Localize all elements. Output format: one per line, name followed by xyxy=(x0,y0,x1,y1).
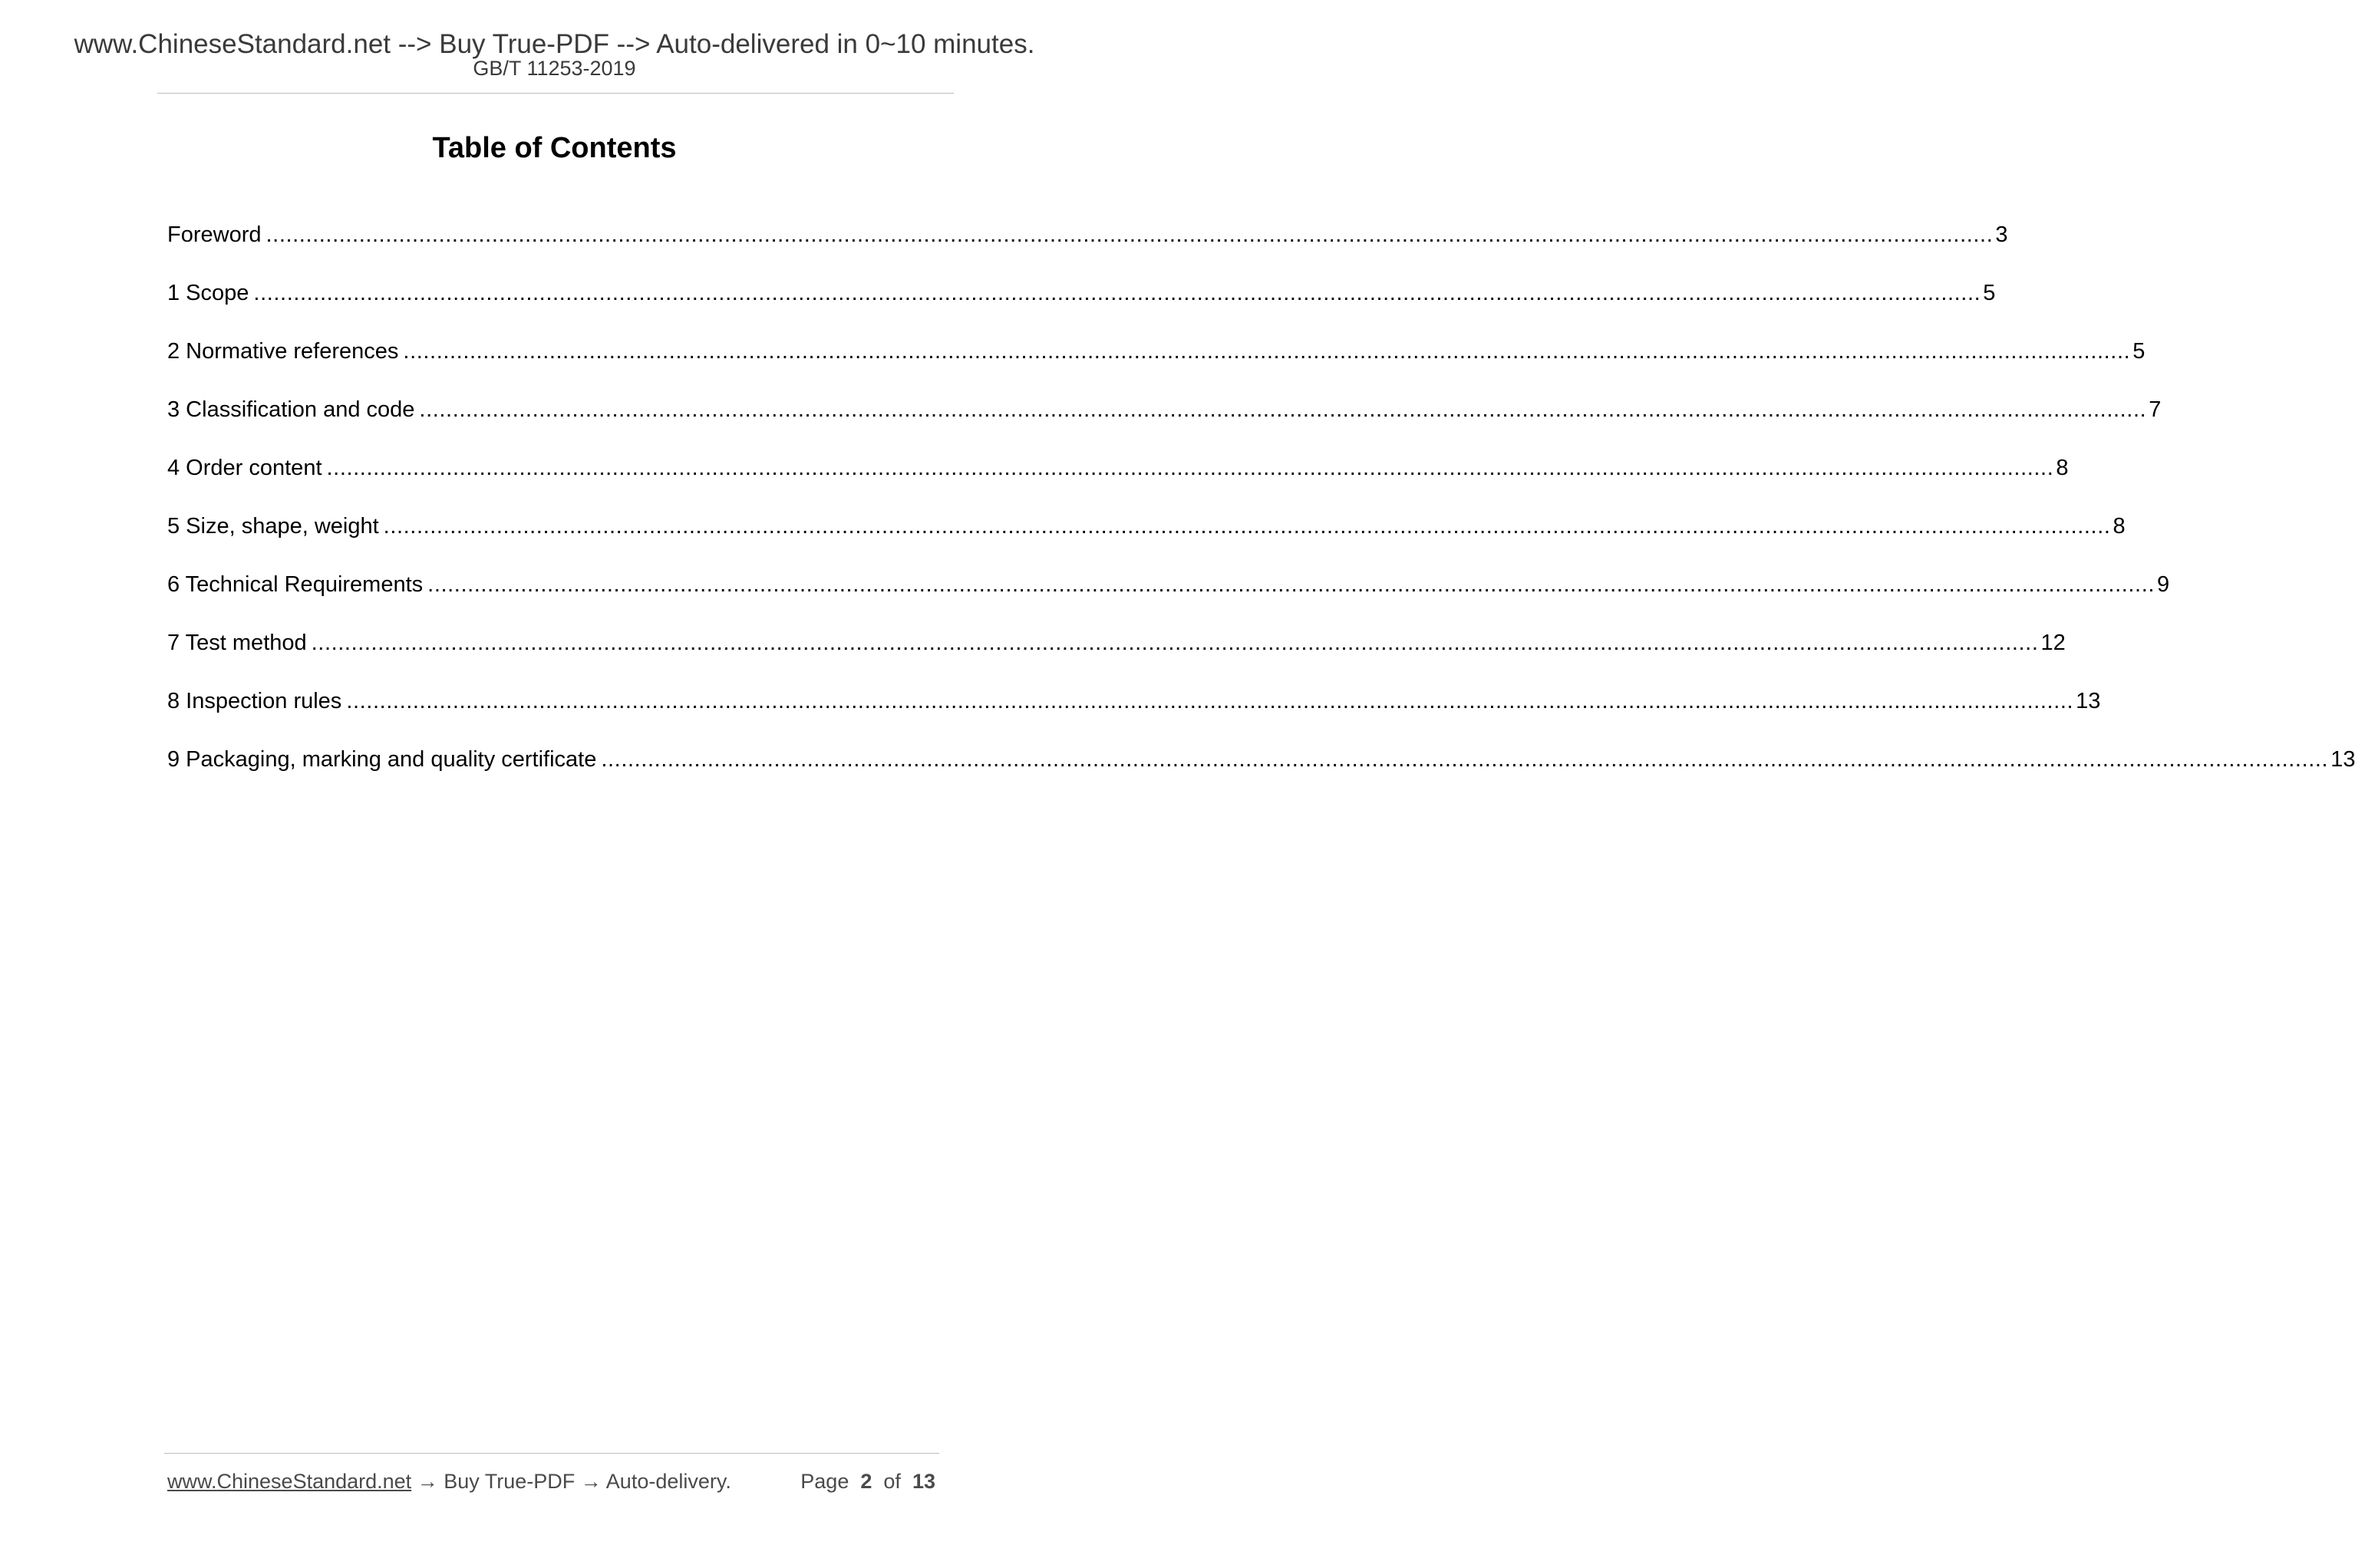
page-label: Page xyxy=(800,1470,849,1493)
footer-site-link[interactable]: www.ChineseStandard.net xyxy=(167,1470,412,1493)
toc-entry-page: 5 xyxy=(1983,281,1996,305)
toc-entry-normative-references[interactable] xyxy=(167,338,2146,396)
page-indicator xyxy=(800,1468,935,1495)
toc-entry-label: 2 Normative references xyxy=(167,339,399,364)
footer-divider xyxy=(164,1453,939,1454)
toc-entry-page: 13 xyxy=(2076,689,2101,713)
toc-dot-leader: .................................................................................................................................................................................................................................................................... xyxy=(383,514,2111,539)
toc-dot-leader: .................................................................................................................................................................................................................................................................... xyxy=(326,456,2054,480)
toc-entry-page: 8 xyxy=(2056,456,2069,480)
toc-entry-test-method[interactable] xyxy=(167,629,2066,687)
toc-dot-leader: .................................................................................................................................................................................................................................................................... xyxy=(311,631,2039,655)
toc-title: Table of Contents xyxy=(432,132,677,164)
toc-entry-label: Foreword xyxy=(167,222,262,247)
toc-entry-page: 9 xyxy=(2157,572,2170,597)
toc-entry-page: 7 xyxy=(2149,397,2162,422)
total-pages-number: 13 xyxy=(912,1470,935,1493)
toc-entry-label: 1 Scope xyxy=(167,281,249,305)
toc-entry-page: 8 xyxy=(2113,514,2126,539)
toc-dot-leader: .................................................................................................................................................................................................................................................................... xyxy=(419,397,2147,422)
toc-entry-label: 7 Test method xyxy=(167,631,307,655)
toc-dot-leader: .................................................................................................................................................................................................................................................................... xyxy=(253,281,1981,305)
header-banner: www.ChineseStandard.net --> Buy True-PDF --> Auto-delivered in 0~10 minutes. xyxy=(74,29,1035,59)
toc-entry-inspection-rules[interactable] xyxy=(167,687,2101,746)
toc-dot-leader: .................................................................................................................................................................................................................................................................... xyxy=(601,747,2329,772)
toc-entry-label: 5 Size, shape, weight xyxy=(167,514,379,539)
toc-entry-label: 8 Inspection rules xyxy=(167,689,342,713)
footer-delivery-text: Auto-delivery. xyxy=(605,1470,731,1493)
toc-entry-label: 6 Technical Requirements xyxy=(167,572,424,597)
toc-entry-page: 3 xyxy=(1995,222,2008,247)
toc-entry-technical-requirements[interactable] xyxy=(167,571,2170,629)
toc-dot-leader: .................................................................................................................................................................................................................................................................... xyxy=(403,339,2131,364)
toc-dot-leader: .................................................................................................................................................................................................................................................................... xyxy=(266,222,1994,247)
toc-entry-label: 9 Packaging, marking and quality certificate xyxy=(167,747,597,772)
toc-entry-page: 5 xyxy=(2132,339,2146,364)
toc-entry-order-content[interactable] xyxy=(167,454,2069,512)
document-code: GB/T 11253-2019 xyxy=(473,57,636,80)
arrow-right-icon: → xyxy=(580,1470,602,1493)
arrow-right-icon: → xyxy=(417,1470,438,1493)
toc-entry-scope[interactable] xyxy=(167,279,1996,338)
toc-entry-size-shape-weight[interactable] xyxy=(167,512,2126,571)
toc-entry-page: 13 xyxy=(2330,747,2355,772)
toc-dot-leader: .................................................................................................................................................................................................................................................................... xyxy=(346,689,2074,713)
toc-entry-foreword[interactable] xyxy=(167,221,2008,279)
toc-list xyxy=(167,221,2355,804)
header-divider xyxy=(157,93,954,94)
toc-dot-leader: .................................................................................................................................................................................................................................................................... xyxy=(427,572,2155,597)
page-footer xyxy=(167,1468,942,1495)
footer-buy-text: Buy True-PDF xyxy=(444,1470,576,1493)
toc-entry-label: 4 Order content xyxy=(167,456,322,480)
toc-entry-packaging-marking[interactable] xyxy=(167,746,2355,804)
current-page-number: 2 xyxy=(860,1470,872,1493)
toc-entry-label: 3 Classification and code xyxy=(167,397,415,422)
toc-entry-classification-and-code[interactable] xyxy=(167,396,2162,454)
of-label: of xyxy=(883,1470,901,1493)
toc-entry-page: 12 xyxy=(2040,631,2066,655)
